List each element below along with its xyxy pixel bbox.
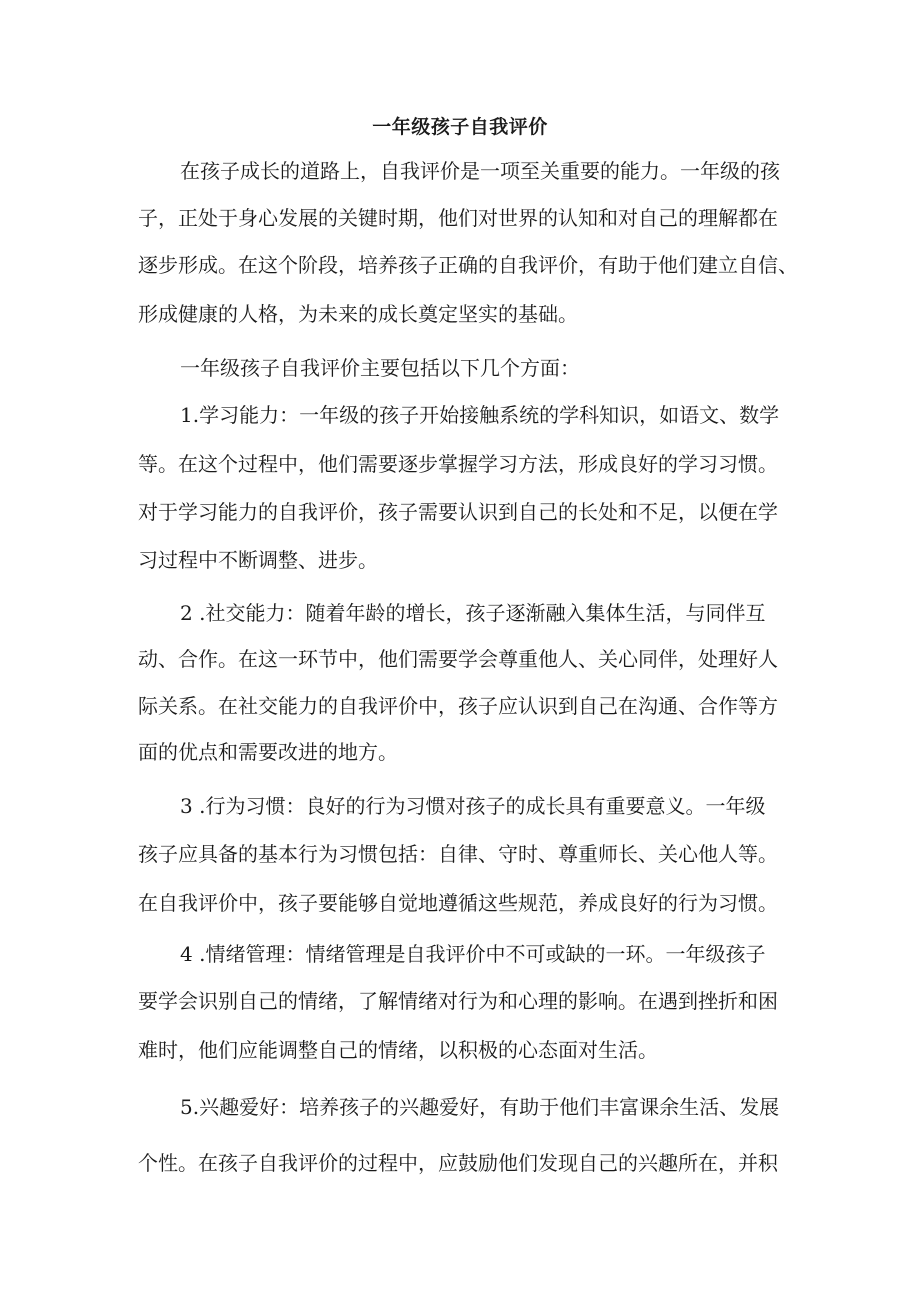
text-line: 子，正处于身心发展的关键时期，他们对世界的认知和对自己的理解都在 xyxy=(138,206,778,230)
text-line: 在孩子成长的道路上，自我评价是一项至关重要的能力。一年级的孩 xyxy=(180,159,780,183)
text-line: 动、合作。在这一环节中，他们需要学会尊重他人、关心同伴，处理好人 xyxy=(138,647,778,671)
text-line: 一年级孩子自我评价主要包括以下几个方面： xyxy=(180,356,580,380)
text-line: 习过程中不断调整、进步。 xyxy=(138,548,378,572)
text-line: 3 .行为习惯：良好的行为习惯对孩子的成长具有重要意义。一年级 xyxy=(180,794,766,818)
text-line: 际关系。在社交能力的自我评价中，孩子应认识到自己在沟通、合作等方 xyxy=(138,694,778,718)
text-line: 4 .情绪管理：情绪管理是自我评价中不可或缺的一环。一年级孩子 xyxy=(180,942,766,966)
text-line: 5.兴趣爱好：培养孩子的兴趣爱好，有助于他们丰富课余生活、发展 xyxy=(180,1095,780,1119)
text-line: 难时，他们应能调整自己的情绪，以积极的心态面对生活。 xyxy=(138,1038,658,1062)
text-line: 2 .社交能力：随着年龄的增长，孩子逐渐融入集体生活，与同伴互 xyxy=(180,601,766,625)
text-line: 等。在这个过程中，他们需要逐步掌握学习方法，形成良好的学习习惯。 xyxy=(138,452,778,476)
text-line: 孩子应具备的基本行为习惯包括：自律、守时、尊重师长、关心他人等。 xyxy=(138,842,778,866)
text-line: 在自我评价中，孩子要能够自觉地遵循这些规范，养成良好的行为习惯。 xyxy=(138,891,778,915)
document-title: 一年级孩子自我评价 xyxy=(372,116,548,138)
text-line: 逐步形成。在这个阶段，培养孩子正确的自我评价，有助于他们建立自信、 xyxy=(138,253,798,277)
text-line: 1.学习能力：一年级的孩子开始接触系统的学科知识，如语文、数学 xyxy=(180,403,780,427)
text-line: 面的优点和需要改进的地方。 xyxy=(138,740,398,764)
text-line: 个性。在孩子自我评价的过程中，应鼓励他们发现自己的兴趣所在，并积 xyxy=(138,1151,778,1175)
text-line: 对于学习能力的自我评价，孩子需要认识到自己的长处和不足，以便在学 xyxy=(138,500,778,524)
text-line: 形成健康的人格，为未来的成长奠定坚实的基础。 xyxy=(138,302,578,326)
text-line: 要学会识别自己的情绪，了解情绪对行为和心理的影响。在遇到挫折和困 xyxy=(138,989,778,1013)
